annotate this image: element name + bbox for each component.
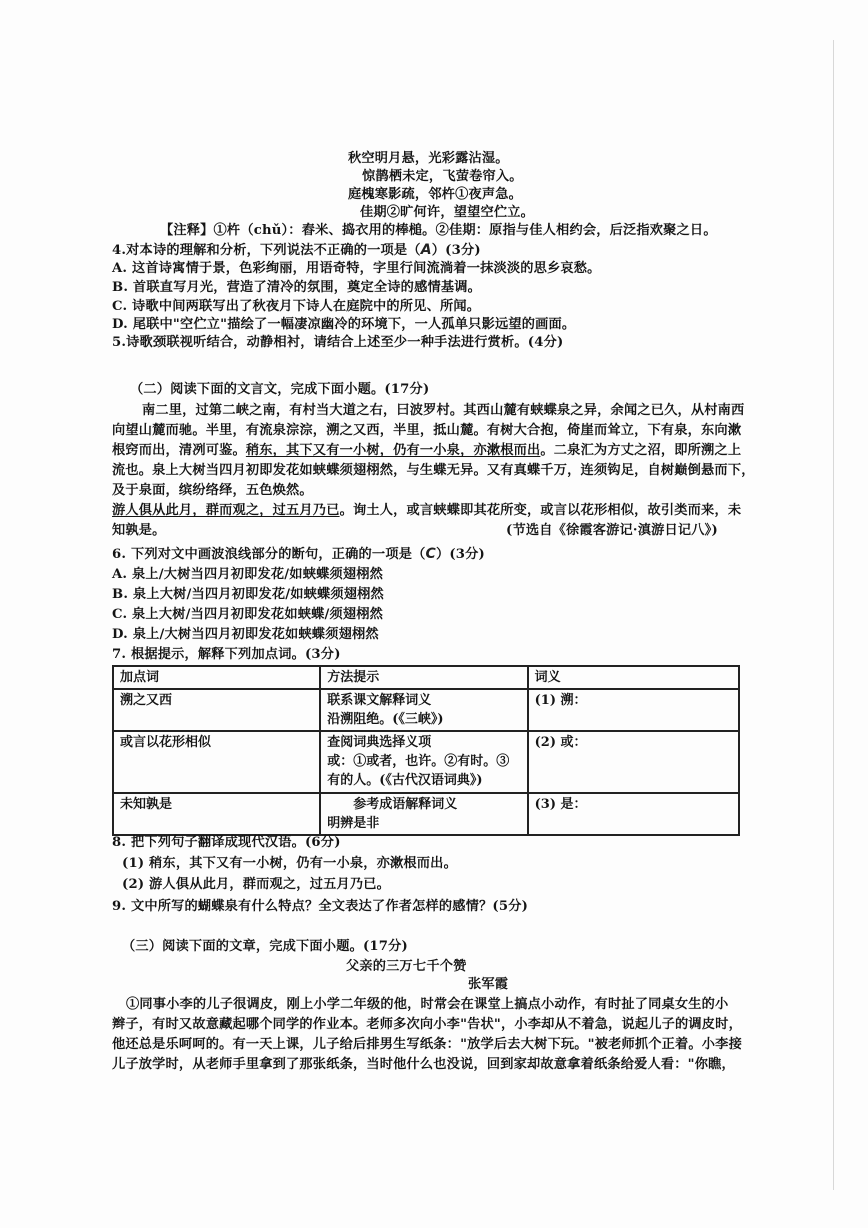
poem-line-3: 庭槐寒影疏，邻杵①夜声急。: [348, 187, 523, 202]
section2-para-line-6: [112, 502, 741, 520]
table-cell-hint: [320, 731, 527, 793]
table-cell-word: 未知孰是: [113, 793, 320, 835]
q8-stem: 8. 把下列句子翻译成现代汉语。(6分): [112, 835, 341, 850]
table-row: [113, 689, 739, 731]
article-author: 张军霞: [468, 977, 509, 992]
table-cell-meaning: (1) 溯：: [528, 689, 739, 731]
table-cell-word: 溯之又西: [113, 689, 320, 731]
hint-line: 查阅词典选择义项: [327, 735, 432, 750]
underlined-sentence-1: 稍东，其下又有一小树，仍有一小泉，亦漱根而出: [245, 443, 541, 458]
q4-option-d: D. 尾联中"空伫立"描绘了一幅凄凉幽冷的环境下，一人孤单只影远望的画面。: [112, 317, 576, 332]
table-header-cell: 方法提示: [320, 666, 527, 689]
hint-line: 有的人。(《古代汉语词典》): [327, 773, 483, 788]
article-para-line-4: 儿子放学时，从老师手里拿到了那张纸条，当时他什么也没说，回到家却故意拿着纸条给爱人看："你瞧，: [112, 1057, 735, 1072]
q4-handwritten-answer: A: [420, 242, 432, 258]
hint-line: 或：①或者，也许。②有时。③: [327, 754, 510, 769]
section2-para-line-5: 及于泉面，缤纷络绎，五色焕然。: [112, 483, 313, 498]
article-title: 父亲的三万七千个赞: [346, 959, 467, 974]
article-para-line-1: ①同事小李的儿子很调皮，刚上小学二年级的他，时常会在课堂上搞点小动作，有时扯了同桌女生的小: [126, 997, 729, 1012]
table-header-cell: 加点词: [113, 666, 320, 689]
table-header-cell: 词义: [528, 666, 739, 689]
poem-line-4: 佳期②旷何许，望望空伫立。: [360, 205, 535, 220]
q6-stem-a: 6. 下列对文中画波浪线部分的断句，正确的一项是（: [112, 547, 426, 562]
poem-line-1: 秋空明月悬，光彩露沾湿。: [348, 151, 509, 166]
q6-stem: [112, 545, 485, 564]
para-text: 。询土人，或言蛱蝶即其花所变，或言以花形相似，故引类而来，未: [339, 503, 742, 518]
underlined-sentence-2: 游人俱从此月，群而观之，过五月乃已: [112, 503, 340, 518]
hint-line: 明辨是非: [327, 816, 380, 831]
table-cell-hint: [320, 689, 527, 731]
table-cell-meaning: (2) 或：: [528, 731, 739, 793]
table-cell-meaning: (3) 是：: [528, 793, 739, 835]
section2-para-line-3: [112, 442, 741, 460]
article-para-line-2: 辫子，有时又故意藏起哪个同学的作业本。老师多次向小李"告状"，小李却从不着急，说起儿子的调皮时，: [112, 1017, 742, 1032]
section2-source: (节选自《徐霞客游记·滇游日记八》): [506, 523, 718, 538]
hint-line: 参考成语解释词义: [353, 797, 458, 812]
hint-line: 联系课文解释词义: [327, 693, 432, 708]
q6-option-c: C. 泉上大树/当四月初即发花如蛱蝶/须翅栩然: [112, 607, 384, 622]
section2-para-line-2: 向望山麓而驰。半里，有流泉淙淙，溯之又西，半里，抵山麓。有树大合抱，倚崖而耸立，下有泉，东向漱: [112, 423, 742, 438]
section3-title: （三）阅读下面的文章，完成下面小题。(17分): [122, 939, 408, 954]
q7-stem: 7. 根据提示，解释下列加点词。(3分): [112, 647, 341, 662]
q6-option-a: A. 泉上/大树当四月初即发花/如蛱蝶须翅栩然: [112, 567, 384, 582]
q4-stem: [112, 241, 481, 260]
q5-stem: 5.诗歌颈联视听结合，动静相衬，请结合上述至少一种手法进行赏析。(4分): [112, 335, 564, 350]
poem-note: 【注释】①杵（chǔ）：舂米、捣衣用的棒槌。②佳期：原指与佳人相约会，后泛指欢聚之日。: [160, 223, 717, 238]
table-header-row: [113, 666, 739, 689]
section2-para-line-1: 南二里，过第二峡之南，有村当大道之右，曰波罗村。其西山麓有蛱蝶泉之异，余闻之已久，从村南西: [142, 403, 745, 418]
section2-para-line-4: 流也。泉上大树当四月初即发花如蛱蝶须翅栩然，与生蝶无异。又有真蝶千万，连须钩足，自树巅倒悬而下，: [112, 463, 755, 478]
table-cell-word: 或言以花形相似: [113, 731, 320, 793]
q6-stem-b: ）(3分): [435, 547, 485, 562]
q4-stem-a: 4.对本诗的理解和分析，下列说法不正确的一项是（: [112, 243, 421, 258]
page-edge-line: [833, 40, 834, 1190]
q8-sentence-2: (2) 游人俱从此月，群而观之，过五月乃已。: [122, 877, 391, 892]
q4-option-a: A. 这首诗寓情于景，色彩绚丽，用语奇特，字里行间流淌着一抹淡淡的思乡哀愁。: [112, 261, 601, 276]
vocab-table: [112, 665, 740, 836]
q8-sentence-1: (1) 稍东，其下又有一小树，仍有一小泉，亦漱根而出。: [122, 856, 457, 871]
para-text: 根窍而出，清冽可鉴。: [112, 443, 246, 458]
table-row: [113, 793, 739, 835]
section2-para-line-7: 知孰是。: [112, 523, 166, 538]
poem-line-2: 惊鹊栖未定，飞萤卷帘入。: [362, 169, 523, 184]
q6-handwritten-answer: C: [425, 546, 436, 562]
section2-title: （二）阅读下面的文言文，完成下面小题。(17分): [130, 382, 430, 397]
table-row: [113, 731, 739, 793]
q4-stem-b: ）(3分): [431, 243, 481, 258]
q6-option-b: B. 泉上大树/当四月初即发花/如蛱蝶须翅栩然: [112, 587, 384, 602]
q4-option-c: C. 诗歌中间两联写出了秋夜月下诗人在庭院中的所见、所闻。: [112, 299, 481, 314]
hint-line: 沿溯阻绝。(《三峡》): [327, 712, 444, 727]
q6-option-d: D. 泉上/大树当四月初即发花如蛱蝶须翅栩然: [112, 627, 379, 642]
q4-option-b: B. 首联直写月光，营造了清冷的氛围，奠定全诗的感情基调。: [112, 280, 482, 295]
table-cell-hint: [320, 793, 527, 835]
article-para-line-3: 他还总是乐呵呵的。有一天上课，儿子给后排男生写纸条："放学后去大树下玩。"被老师抓个正着。小李接: [112, 1037, 742, 1052]
para-text: 。二泉汇为方丈之沼，即所溯之上: [540, 443, 742, 458]
q9-stem: 9. 文中所写的蝴蝶泉有什么特点？全文表达了作者怎样的感情？(5分): [112, 899, 529, 914]
